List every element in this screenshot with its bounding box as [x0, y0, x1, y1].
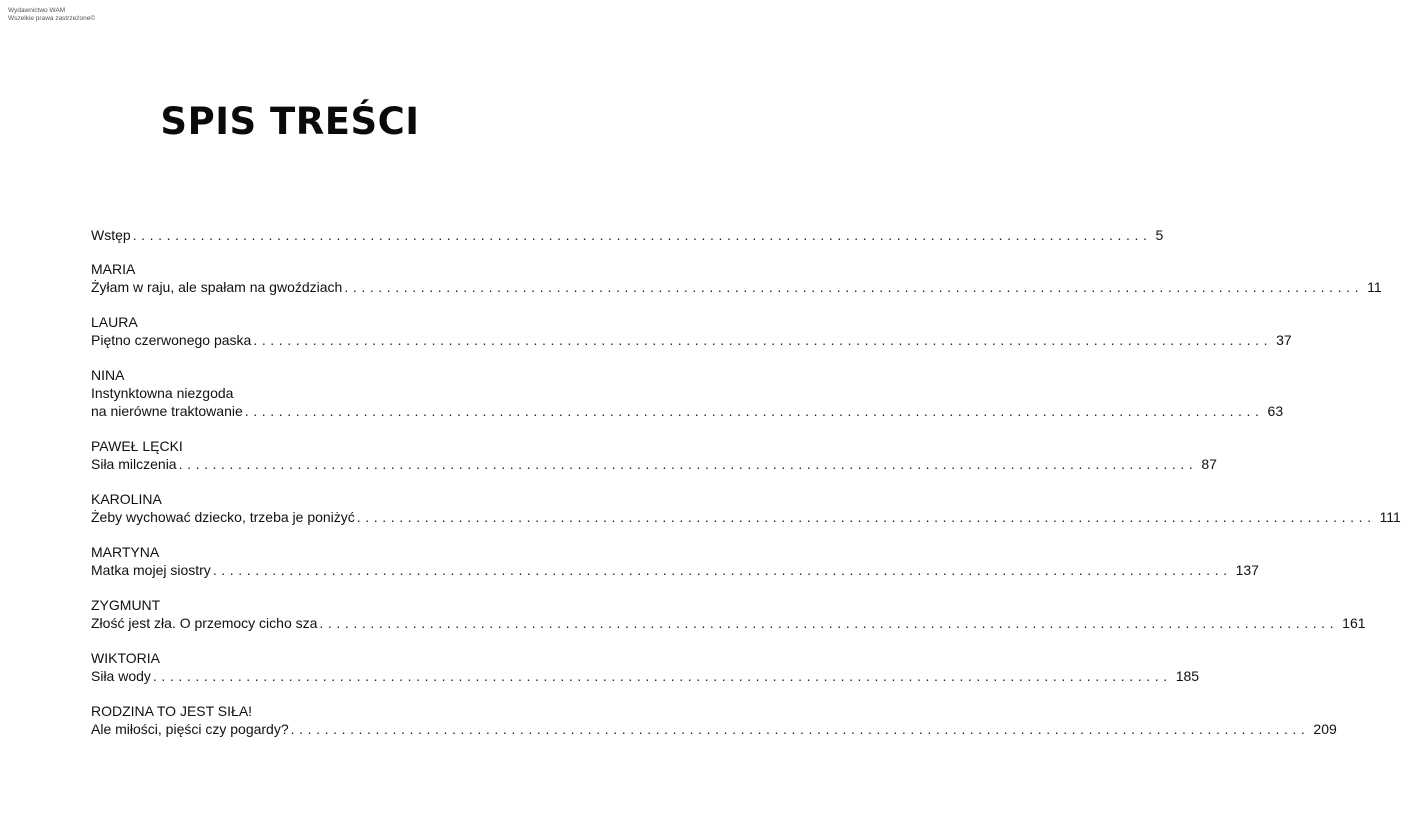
copyright-note: Wszelkie prawa zastrzeżone©	[8, 15, 96, 22]
toc-entry-heading: MARIA	[91, 261, 136, 277]
toc-entry-page-number: 11	[1367, 279, 1382, 295]
toc-entry-heading: WIKTORIA	[91, 650, 160, 666]
toc-entry-page-number: 111	[1379, 509, 1401, 525]
toc-entry	[91, 313, 1292, 349]
toc-entry-row	[91, 331, 1292, 349]
toc-entry-title: Złość jest zła. O przemocy cicho sza	[91, 615, 318, 631]
page-title: SPIS TREŚCI	[160, 100, 420, 143]
toc-entry	[91, 649, 1200, 685]
toc-entry-page-number: 161	[1342, 615, 1366, 631]
toc-entry-title: Żeby wychować dziecko, trzeba je poniżyć	[91, 509, 355, 525]
toc-entry-row	[91, 720, 1337, 738]
toc-entry-title: Siła milczenia	[91, 456, 177, 472]
dot-leader: ........................................................................................................................	[132, 227, 1152, 243]
dot-leader: ........................................................................................................................	[178, 456, 1198, 472]
toc-entry-page-number: 5	[1155, 227, 1164, 243]
dot-leader: ........................................................................................................................	[356, 509, 1376, 525]
toc-entry	[91, 366, 1284, 420]
toc-entry-heading: PAWEŁ LĘCKI	[91, 438, 183, 454]
toc-entry-heading: LAURA	[91, 314, 138, 330]
toc-entry-title: Matka mojej siostry	[91, 562, 211, 578]
toc-entry-page-number: 209	[1313, 721, 1337, 737]
toc-entry	[91, 226, 1164, 244]
toc-entry-title-line: Instynktowna niezgoda	[91, 385, 234, 401]
toc-entry-page-number: 87	[1201, 456, 1217, 472]
toc-entry-heading: MARTYNA	[91, 544, 160, 560]
toc-entry-heading: KAROLINA	[91, 491, 162, 507]
table-of-contents	[91, 226, 1401, 755]
toc-entry-title: Ale miłości, pięści czy pogardy?	[91, 721, 289, 737]
toc-entry-heading: ZYGMUNT	[91, 597, 161, 613]
toc-entry-title: Piętno czerwonego paska	[91, 332, 252, 348]
toc-entry-title: Siła wody	[91, 668, 151, 684]
publisher-note	[8, 7, 95, 23]
toc-entry-title: na nierówne traktowanie	[91, 403, 243, 419]
toc-entry	[91, 702, 1337, 738]
toc-entry-row	[91, 226, 1164, 244]
dot-leader: ........................................................................................................................	[212, 562, 1232, 578]
toc-entry-row	[91, 455, 1217, 473]
toc-entry	[91, 543, 1259, 579]
dot-leader: ........................................................................................................................	[152, 668, 1172, 684]
toc-entry-row	[91, 278, 1382, 296]
toc-entry	[91, 596, 1366, 632]
toc-entry-page-number: 185	[1175, 668, 1200, 684]
toc-entry	[91, 260, 1382, 296]
dot-leader: ........................................................................................................................	[253, 332, 1273, 348]
toc-entry-page-number: 137	[1235, 562, 1259, 578]
toc-entry-row	[91, 508, 1401, 526]
dot-leader: ........................................................................................................................	[319, 615, 1339, 631]
toc-entry-row	[91, 614, 1366, 632]
toc-entry-title: Żyłam w raju, ale spałam na gwoździach	[91, 279, 343, 295]
toc-entry-heading: NINA	[91, 367, 125, 383]
toc-entry-row	[91, 561, 1259, 579]
toc-entry-row	[91, 402, 1284, 420]
toc-entry	[91, 437, 1217, 473]
dot-leader: ........................................................................................................................	[290, 721, 1310, 737]
toc-entry	[91, 490, 1401, 526]
toc-entry-heading: RODZINA TO JEST SIŁA!	[91, 703, 253, 719]
toc-entry-row	[91, 667, 1200, 685]
dot-leader: ........................................................................................................................	[244, 403, 1264, 419]
toc-entry-page-number: 63	[1267, 403, 1284, 419]
toc-entry-title: Wstęp	[91, 227, 131, 243]
toc-entry-page-number: 37	[1276, 332, 1292, 348]
publisher-name: Wydawnictwo WAM	[8, 7, 66, 14]
dot-leader: ........................................................................................................................	[344, 279, 1364, 295]
